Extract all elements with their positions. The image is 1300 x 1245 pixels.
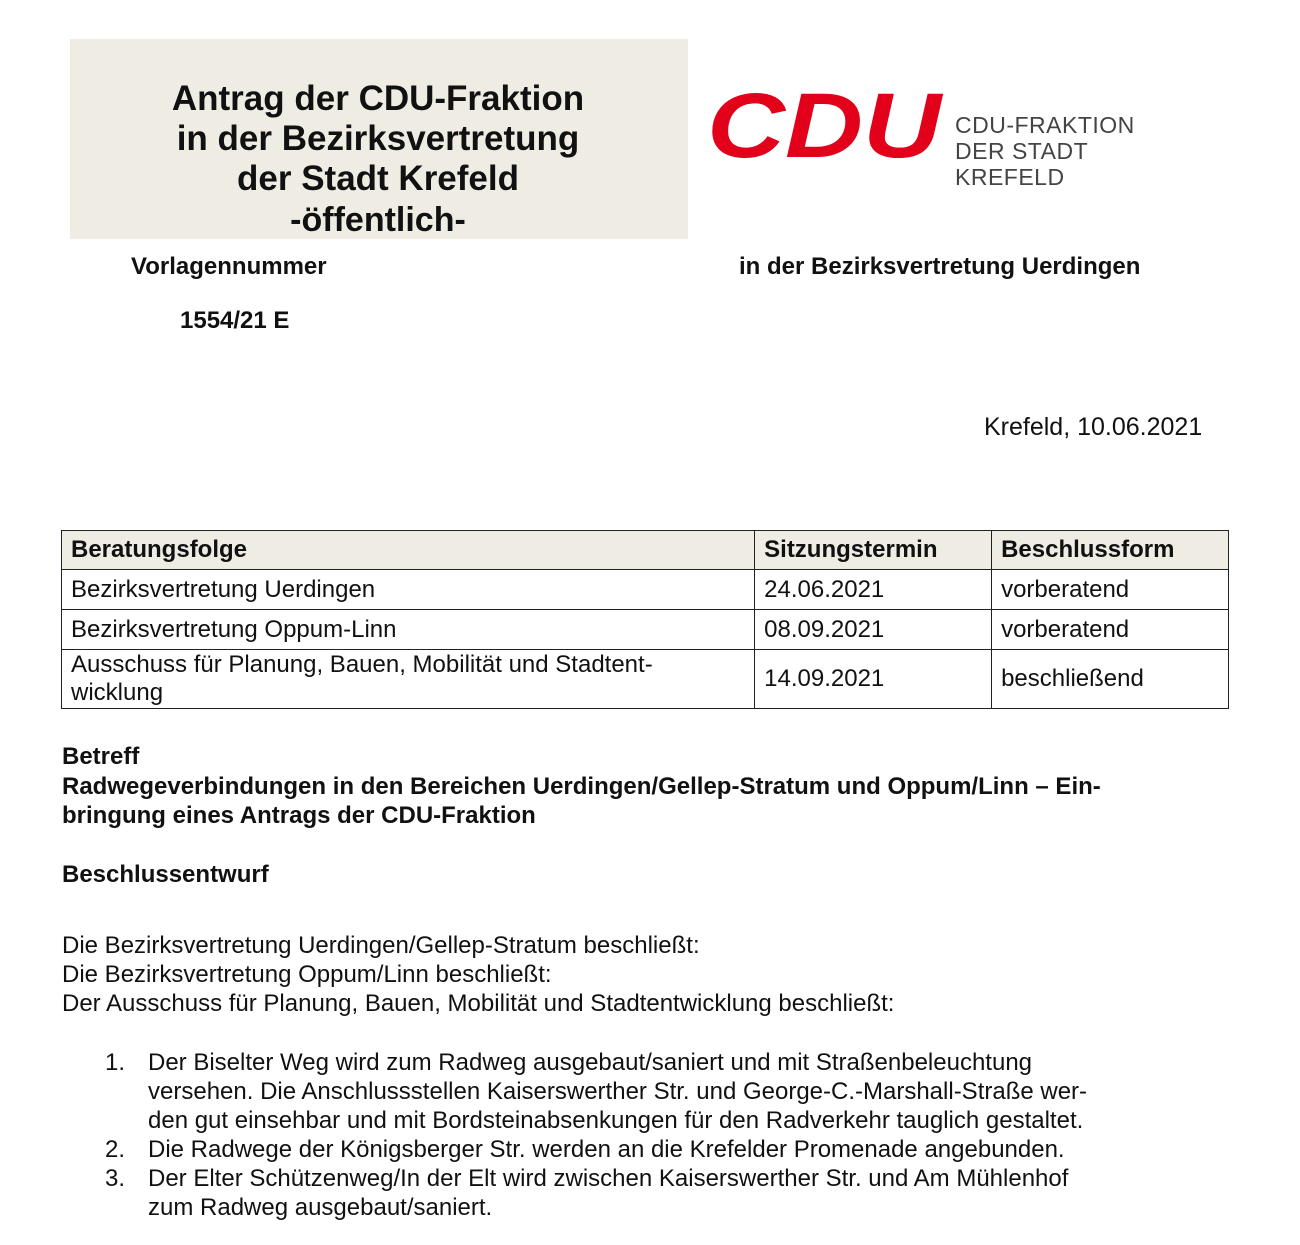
table-row [62,570,1229,610]
logo-sub-line-2: DER STADT KREFELD [955,138,1088,190]
table-cell: 14.09.2021 [755,650,992,709]
list-item-number: 2. [105,1136,126,1163]
table-header-cell: Sitzungstermin [755,531,992,570]
list-item-number: 1. [105,1049,126,1076]
list-item [105,1164,1255,1222]
document-header-box [70,39,688,239]
list-item [105,1135,1255,1164]
table-header-cell: Beratungsfolge [62,531,755,570]
list-item [105,1048,1255,1135]
table-cell: Bezirksvertretung Oppum-Linn [62,610,755,650]
beschluss-intro-line: Die Bezirksvertretung Oppum/Linn beschließt: [62,961,552,988]
list-item-line: Der Elter Schützenweg/In der Elt wird zwischen Kaiserswerther Str. und Am Mühlenhof [148,1165,1069,1192]
header-title-line-2: in der Bezirksvertretung [176,119,580,158]
betreff-heading: Betreff [62,743,140,770]
beschluss-list [105,1048,1255,1222]
cdu-wordmark-icon [705,86,945,166]
list-item-line: den gut einsehbar und mit Bordsteinabsenkungen für den Radverkehr tauglich gestaltet. [148,1107,1084,1134]
cdu-logo [705,86,1185,190]
gremium: in der Bezirksvertretung Uerdingen [739,253,1141,280]
table-cell: 08.09.2021 [755,610,992,650]
list-item-number: 3. [105,1165,126,1192]
header-status: -öffentlich- [290,201,466,239]
table-cell: Bezirksvertretung Uerdingen [62,570,755,610]
beratungsfolge-table [61,530,1229,709]
betreff-line-1: Radwegeverbindungen in den Bereichen Uerdingen/Gellep-Stratum und Oppum/Linn – Ein- [62,773,1101,800]
table-cell: beschließend [992,650,1229,709]
header-title-line-1: Antrag der CDU-Fraktion [171,79,585,118]
betreff-line-2: bringung eines Antrags der CDU-Fraktion [62,802,536,829]
vorlage-number: 1554/21 E [180,307,290,334]
vorlage-label: Vorlagennummer [131,253,327,280]
list-item-line: Die Radwege der Königsberger Str. werden an die Krefelder Promenade angebunden. [148,1136,1065,1163]
table-header-cell: Beschlussform [992,531,1229,570]
beschluss-heading: Beschlussentwurf [62,861,269,888]
beschluss-intro-line: Die Bezirksvertretung Uerdingen/Gellep-Stratum beschließt: [62,932,700,959]
beschluss-intro-line: Der Ausschuss für Planung, Bauen, Mobilität und Stadtentwicklung beschließt: [62,990,895,1017]
table-cell: vorberatend [992,570,1229,610]
place-date: Krefeld, 10.06.2021 [984,413,1203,441]
list-item-line: Der Biselter Weg wird zum Radweg ausgebaut/saniert und mit Straßenbeleuchtung [148,1049,1033,1076]
table-cell [62,650,755,709]
header-title-line-3: der Stadt Krefeld [237,159,519,198]
table-cell-line: wicklung [71,679,164,706]
table-cell: 24.06.2021 [755,570,992,610]
table-cell: vorberatend [992,610,1229,650]
list-item-line: versehen. Die Anschlussstellen Kaiserswerther Str. und George-C.-Marshall-Straße wer- [148,1078,1088,1105]
cdu-wordmark: CDU [707,86,944,166]
table-row [62,610,1229,650]
table-header-row [62,531,1229,570]
list-item-line: zum Radweg ausgebaut/saniert. [148,1194,493,1221]
table-cell-line: Ausschuss für Planung, Bauen, Mobilität und Stadtent- [71,651,653,678]
logo-sub-line-1: CDU-FRAKTION [955,112,1135,138]
table-row [62,650,1229,709]
